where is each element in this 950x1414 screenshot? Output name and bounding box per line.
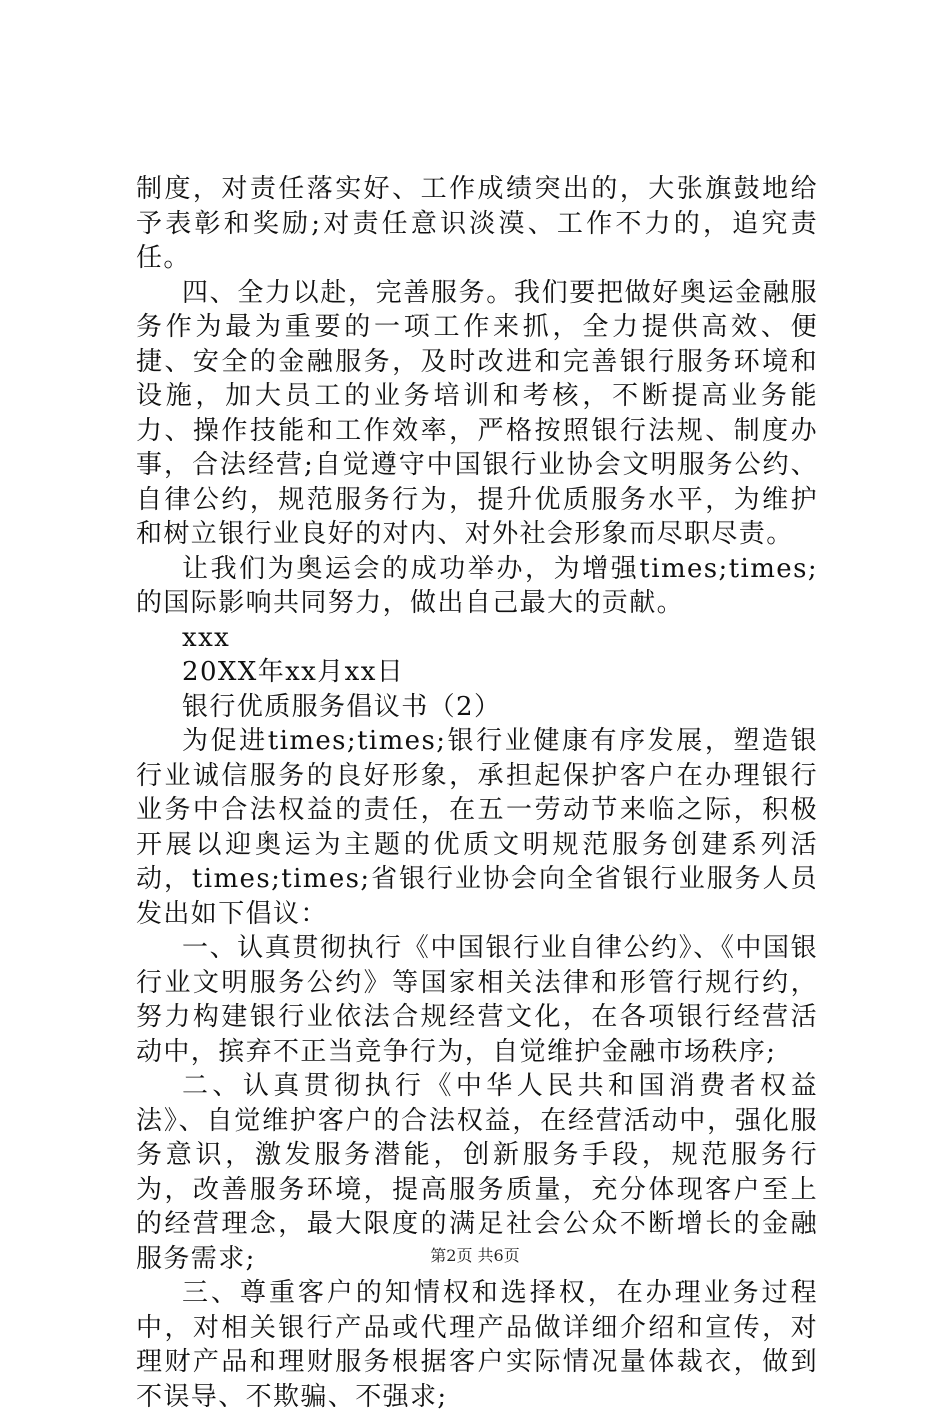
section-title-proposal-2: 银行优质服务倡议书（2） [182,691,502,722]
paragraph-item-one: 一、认真贯彻执行《中国银行业自律公约》、《中国银行业文明服务公约》等国家相关法律和形管行规行约，努力构建银行业依法合规经营文化，在各项银行经营活动中，摈弃不正当竞争行为，自觉维护金融市场秩序; [136,933,818,1067]
page-number-footer: 第2页 共6页 [430,1246,520,1265]
paragraph-section-four: 四、全力以赴，完善服务。我们要把做好奥运金融服务作为最为重要的一项工作来抓，全力提供高效、便捷、安全的金融服务，及时改进和完善银行服务环境和设施，加大员工的业务培训和考核，不断提高业务能力、操作技能和工作效率，严格按照银行法规、制度办事，合法经营;自觉遵守中国银行业协会文明服务公约、自律公约，规范服务行为，提升优质服务水平，为维护和树立银行业良好的对内、对外社会形象而尽职尽责。 [136,277,818,549]
signature-date: 20XX年xx月xx日 [182,657,405,687]
paragraph-proposal-intro: 为促进times;times;银行业健康有序发展，塑造银行业诚信服务的良好形象，承担起保护客户在办理银行业务中合法权益的责任，在五一劳动节来临之际，积极开展以迎奥运为主题的优质文明规范服务创建系列活动，times;times;省银行业协会向全省银行业服务人员发出如下倡议： [136,726,818,929]
document-body [136,172,818,1414]
paragraph-responsibility-continued: 制度，对责任落实好、工作成绩突出的，大张旗鼓地给予表彰和奖励;对责任意识淡漠、工作不力的，追究责任。 [136,174,818,273]
paragraph-closing-appeal: 让我们为奥运会的成功举办，为增强times;times;的国际影响共同努力，做出自己最大的贡献。 [136,553,818,618]
paragraph-item-three: 三、尊重客户的知情权和选择权，在办理业务过程中，对相关银行产品或代理产品做详细介绍和宣传，对理财产品和理财服务根据客户实际情况量体裁衣，做到不误导、不欺骗、不强求; [136,1278,818,1412]
paragraph-item-two: 二、认真贯彻执行《中华人民共和国消费者权益法》、自觉维护客户的合法权益，在经营活动中，强化服务意识，激发服务潜能，创新服务手段，规范服务行为，改善服务环境，提高服务质量，充分体现客户至上的经营理念，最大限度的满足社会公众不断增长的金融服务需求; [136,1071,818,1274]
signature-name: xxx [182,622,231,653]
